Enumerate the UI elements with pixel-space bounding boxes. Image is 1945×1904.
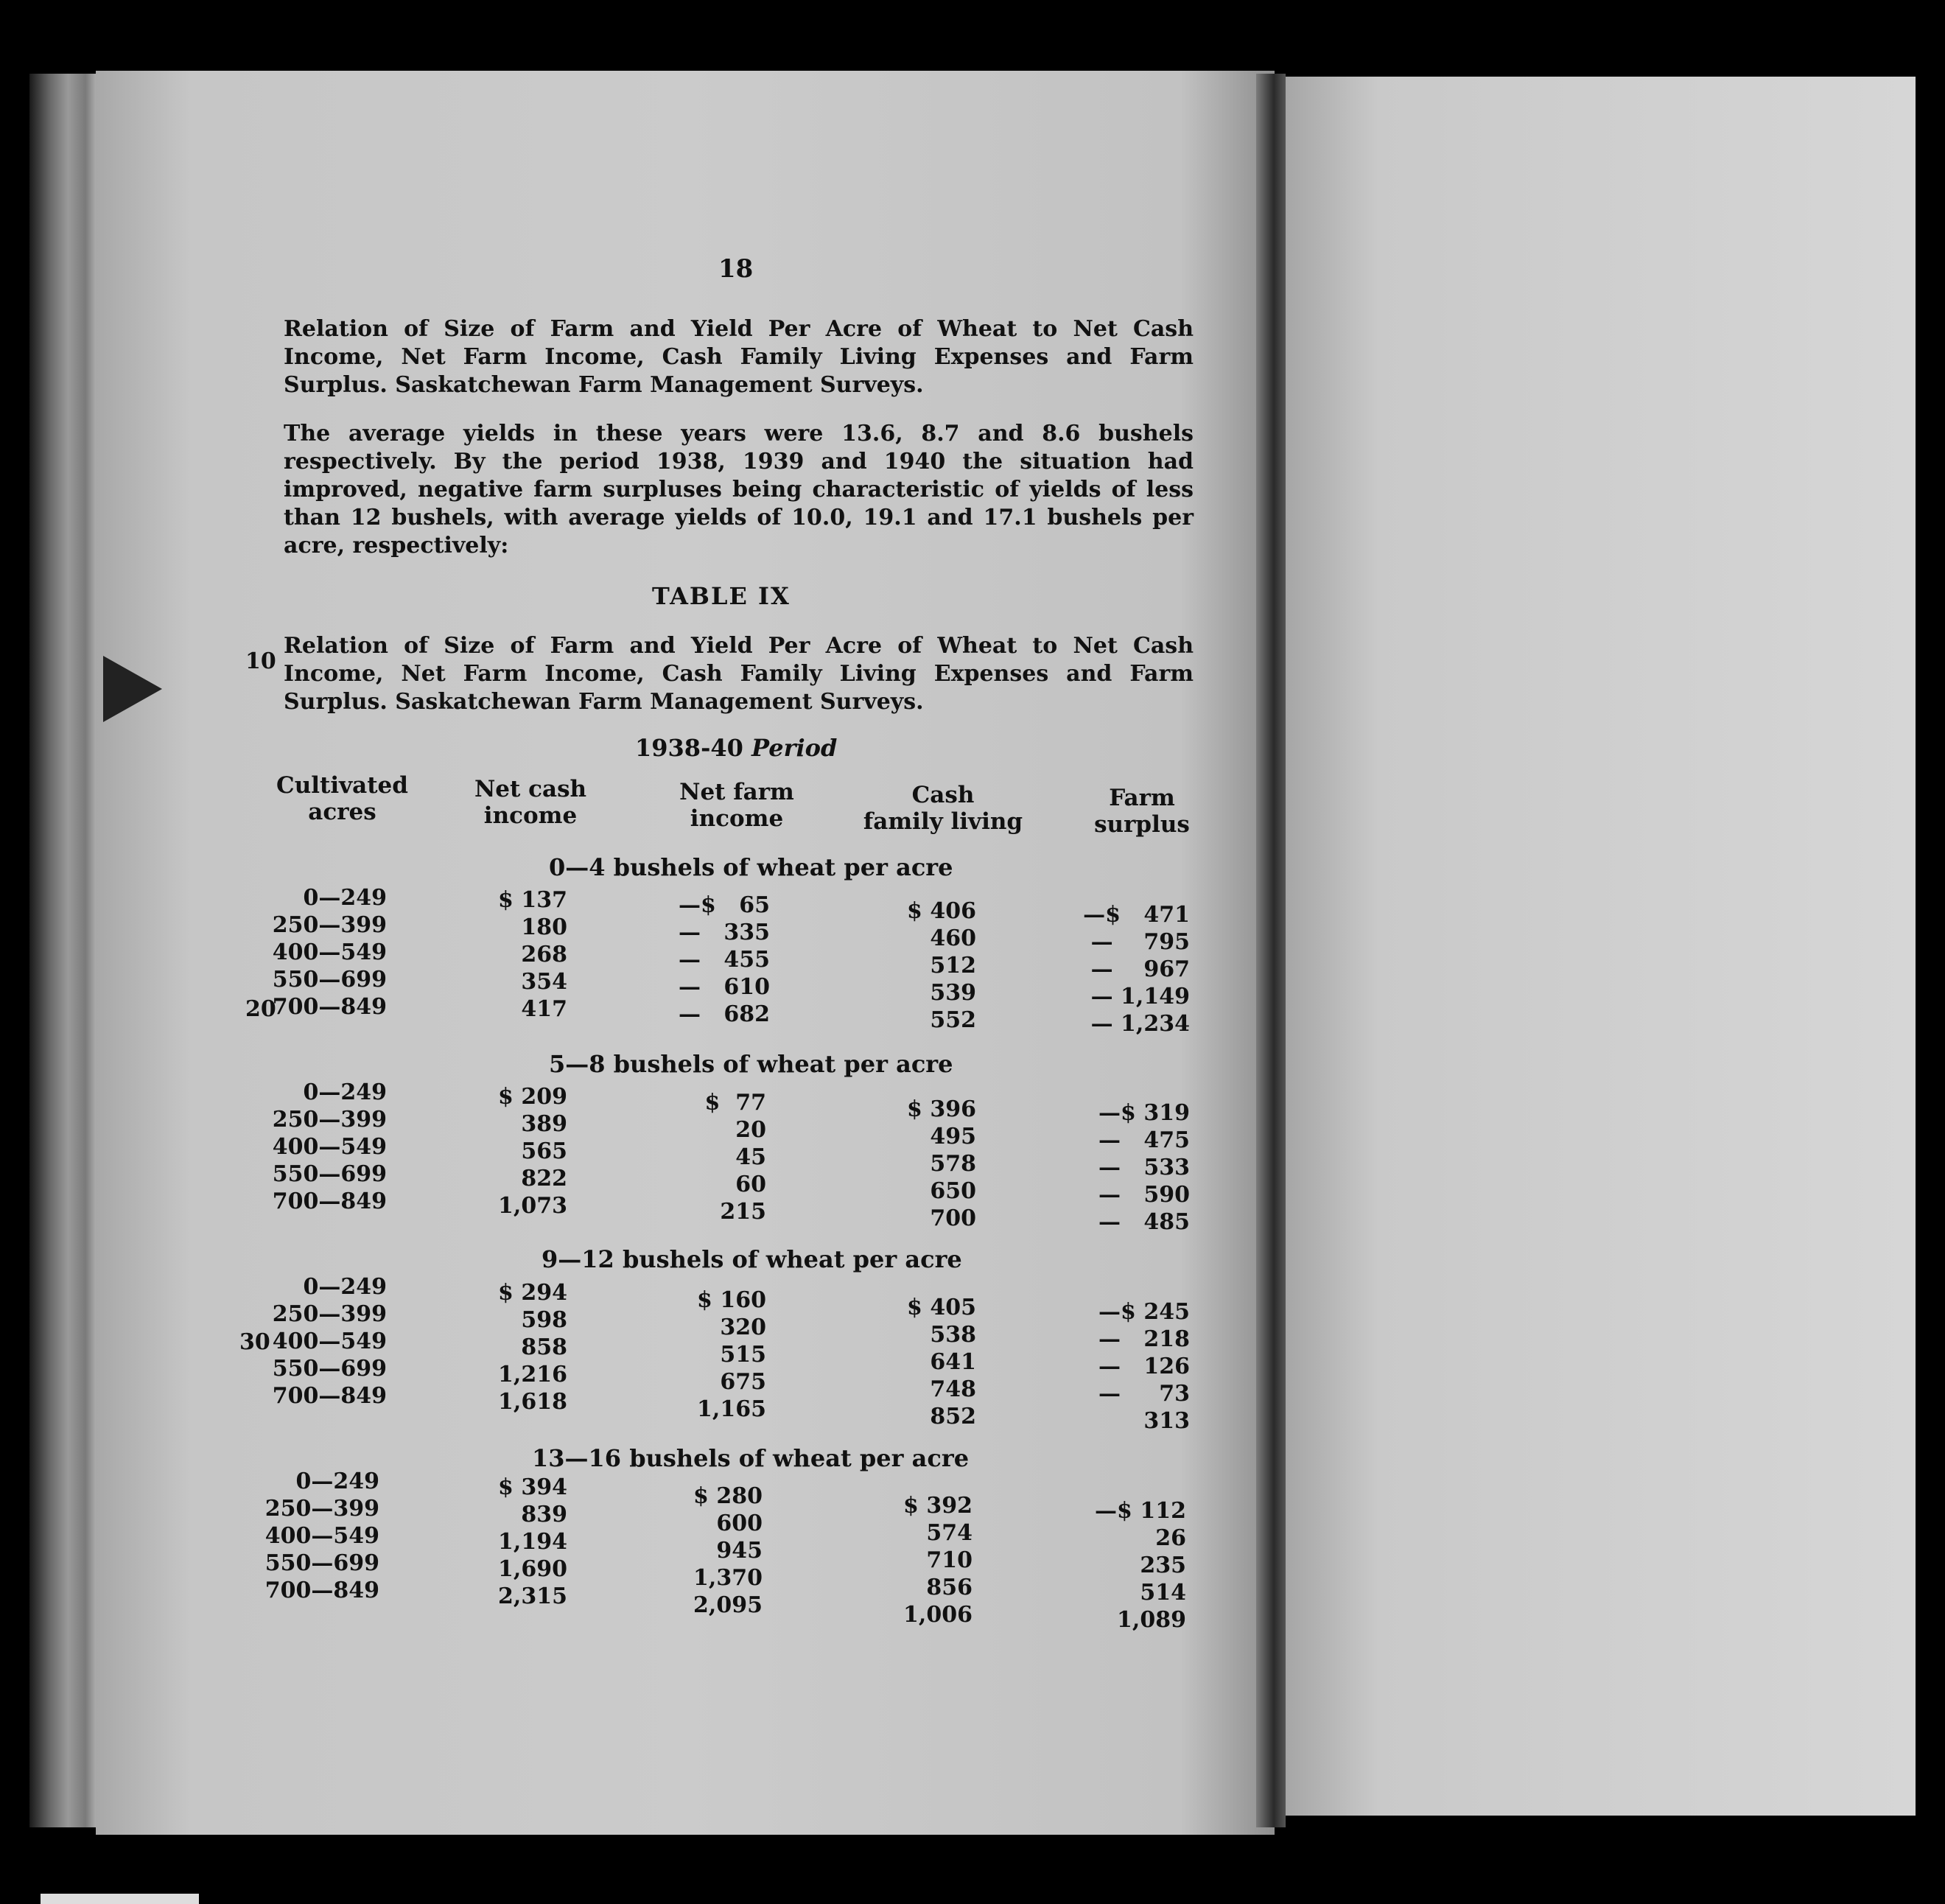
column-header-net-cash: Net cash income bbox=[474, 776, 587, 829]
section-heading: 13—16 bushels of wheat per acre bbox=[532, 1444, 970, 1472]
section-heading: 5—8 bushels of wheat per acre bbox=[549, 1050, 953, 1078]
margin-line-number: 10 bbox=[245, 648, 276, 674]
page-gutter bbox=[1256, 74, 1286, 1827]
farm-surplus-column: —$ 112 26 235 514 1,089 bbox=[1095, 1498, 1186, 1633]
net-cash-column: $ 294 598 858 1,216 1,618 bbox=[498, 1280, 567, 1415]
table-period: 1938-40 Period bbox=[635, 734, 838, 762]
table-title: TABLE IX bbox=[652, 582, 791, 610]
farm-surplus-column: —$ 319 — 475 — 533 — 590 — 485 bbox=[1098, 1100, 1190, 1235]
acres-column: 0—249 250—399 400—549 550—699 700—849 bbox=[272, 1079, 387, 1214]
family-living-column: $ 405 538 641 748 852 bbox=[907, 1295, 976, 1429]
net-farm-column: $ 77 20 45 60 215 bbox=[704, 1090, 766, 1225]
margin-line-number: 20 bbox=[245, 996, 276, 1022]
family-living-column: $ 392 574 710 856 1,006 bbox=[903, 1493, 972, 1628]
column-header-family-living: Cash family living bbox=[863, 782, 1023, 835]
acres-column: 0—249 250—399 400—549 550—699 700—849 bbox=[272, 885, 387, 1020]
book-spine-edge bbox=[29, 74, 99, 1827]
right-page bbox=[1283, 77, 1916, 1816]
section-heading: 9—12 bushels of wheat per acre bbox=[542, 1245, 962, 1273]
page-pointer-arrow-icon bbox=[103, 656, 162, 722]
scan-label-strip bbox=[41, 1894, 199, 1904]
acres-column: 0—249 250—399 400—549 550—699 700—849 bbox=[272, 1274, 387, 1409]
acres-column: 0—249 250—399 400—549 550—699 700—849 bbox=[264, 1469, 379, 1603]
intro-paragraph: The average yields in these years were 13.6, 8.7 and 8.6 bushels respectively. By the period 1938, 1939 and 1940 the situation had improved, negative farm surpluses being characteristic of yields of less than 12 bushels, with average yields of 10.0, 19.1 and 17.1 bushels per acre, respectively: bbox=[284, 421, 1194, 559]
net-cash-column: $ 137 180 268 354 417 bbox=[498, 887, 567, 1022]
margin-line-number: 30 bbox=[239, 1329, 270, 1355]
table-caption: Relation of Size of Farm and Yield Per Acre of Wheat to Net Cash Income, Net Farm Income, Cash Family Living Expenses and Farm Surplus. Saskatchewan Farm Management Surveys. bbox=[284, 633, 1194, 715]
farm-surplus-column: —$ 471 — 795 — 967 — 1,149 — 1,234 bbox=[1083, 902, 1190, 1037]
page-number: 18 bbox=[718, 254, 754, 284]
family-living-column: $ 406 460 512 539 552 bbox=[907, 898, 976, 1033]
intro-heading: Relation of Size of Farm and Yield Per Acre of Wheat to Net Cash Income, Net Farm Income, Cash Family Living Expenses and Farm Surplus. Saskatchewan Farm Management Surveys. bbox=[284, 316, 1194, 398]
section-heading: 0—4 bushels of wheat per acre bbox=[549, 853, 953, 881]
family-living-column: $ 396 495 578 650 700 bbox=[907, 1096, 976, 1231]
net-cash-column: $ 209 389 565 822 1,073 bbox=[498, 1084, 567, 1219]
net-farm-column: $ 280 600 945 1,370 2,095 bbox=[693, 1483, 763, 1618]
column-header-acres: Cultivated acres bbox=[276, 772, 408, 825]
column-header-net-farm: Net farm income bbox=[679, 779, 794, 832]
net-farm-column: $ 160 320 515 675 1,165 bbox=[697, 1287, 766, 1422]
scan-border bbox=[0, 0, 1945, 44]
farm-surplus-column: —$ 245 — 218 — 126 — 73 313 bbox=[1098, 1299, 1190, 1434]
net-farm-column: —$ 65 — 335 — 455 — 610 — 682 bbox=[679, 892, 770, 1027]
net-cash-column: $ 394 839 1,194 1,690 2,315 bbox=[498, 1474, 567, 1609]
column-header-farm-surplus: Farm surplus bbox=[1094, 785, 1190, 838]
